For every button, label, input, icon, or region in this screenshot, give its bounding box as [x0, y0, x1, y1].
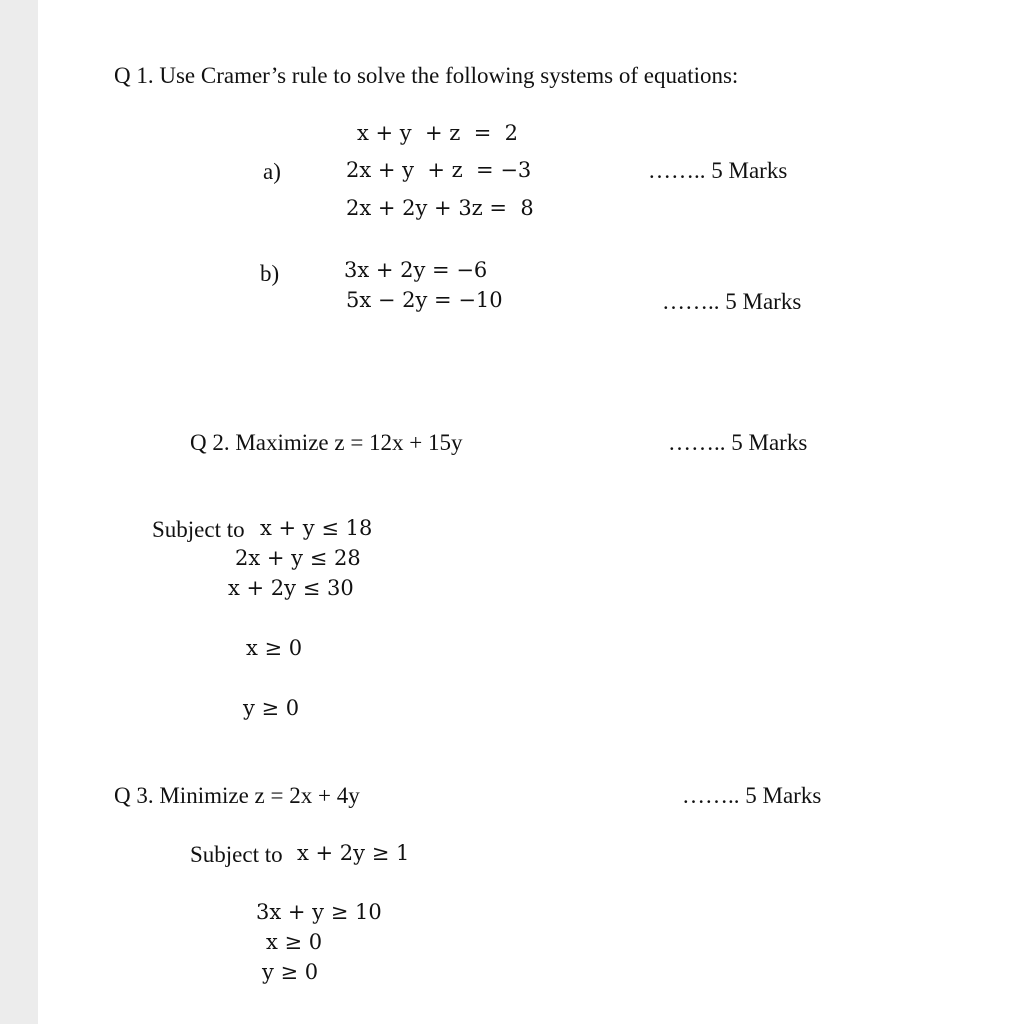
q1-title: Q 1. Use Cramer’s rule to solve the following systems of equations: [114, 63, 739, 88]
q3-marks: …….. 5 Marks [682, 783, 822, 808]
q1b-equation-1: 3x + 2y = −6 [344, 258, 488, 282]
q2-constraint-1: x + y ≤ 18 [260, 516, 373, 540]
q2-constraint-5: y ≥ 0 [243, 696, 300, 720]
q3-constraint-3: x ≥ 0 [266, 930, 323, 954]
q3-title: Q 3. Minimize z = 2x + 4y [114, 783, 360, 808]
q3-constraint-4: y ≥ 0 [262, 960, 319, 984]
q1a-label: a) [263, 159, 281, 184]
q3-subject-prefix: Subject to [190, 842, 289, 867]
q1b-marks: …….. 5 Marks [662, 289, 802, 314]
q1a-equation-1: x + y + z = 2 [357, 121, 518, 145]
q1b-equation-2: 5x − 2y = −10 [346, 288, 503, 312]
q1a-marks: …….. 5 Marks [648, 158, 788, 183]
q2-marks: …….. 5 Marks [668, 430, 808, 455]
q2-constraint-3: x + 2y ≤ 30 [228, 576, 354, 600]
q3-constraint-1: x + 2y ≥ 1 [297, 841, 410, 865]
q1b-label: b) [260, 261, 280, 286]
q2-title: Q 2. Maximize z = 12x + 15y [190, 430, 463, 455]
q1a-equation-3: 2x + 2y + 3z = 8 [346, 196, 534, 220]
q2-constraint-2: 2x + y ≤ 28 [235, 546, 361, 570]
q2-constraint-4: x ≥ 0 [246, 636, 303, 660]
q1a-equation-2: 2x + y + z = −3 [346, 158, 532, 182]
q2-subject-prefix: Subject to [152, 517, 251, 542]
document-page [38, 0, 1016, 1024]
q3-constraint-2: 3x + y ≥ 10 [256, 900, 382, 924]
